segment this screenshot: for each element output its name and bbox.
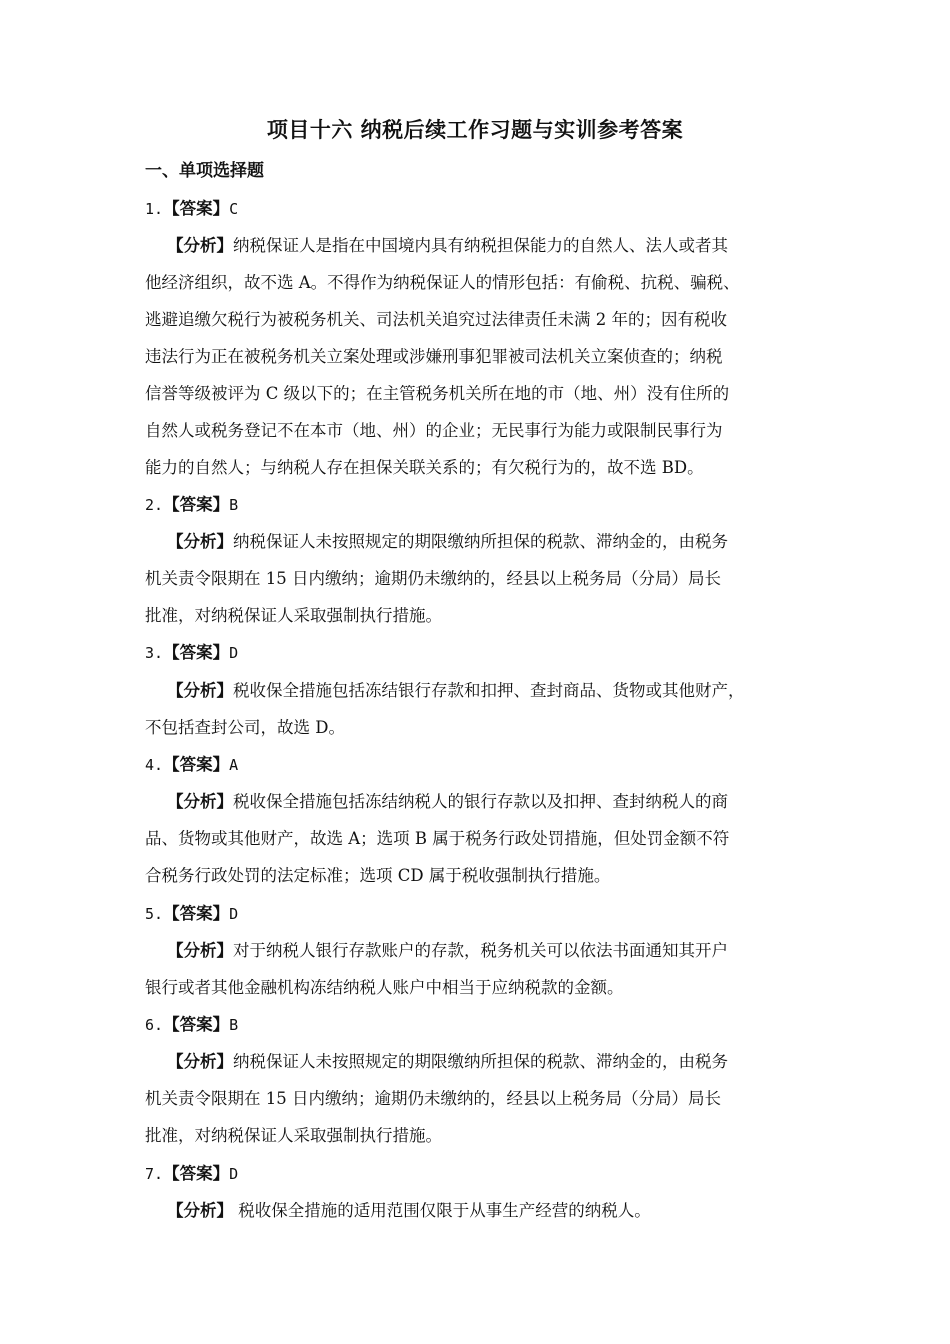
- analysis-line: [167, 1048, 810, 1076]
- analysis-label: 【分析】: [167, 532, 233, 551]
- analysis-line: 机关责令限期在 15 日内缴纳；逾期仍未缴纳的，经县以上税务局（分局）局长: [145, 569, 721, 588]
- analysis-line: [167, 528, 810, 556]
- analysis-line: 能力的自然人；与纳税人存在担保关联关系的；有欠税行为的，故不选 BD。: [145, 458, 704, 477]
- analysis-line: 机关责令限期在 15 日内缴纳；逾期仍未缴纳的，经县以上税务局（分局）局长: [145, 1089, 721, 1108]
- analysis-text: 税收保全措施的适用范围仅限于从事生产经营的纳税人。: [233, 1201, 651, 1220]
- analysis-line: [167, 677, 810, 705]
- question-number: 2.: [145, 496, 164, 514]
- analysis-label: 【分析】: [167, 1201, 233, 1220]
- question-number: 5.: [145, 905, 164, 923]
- answer-value: C: [229, 200, 239, 218]
- analysis-label: 【分析】: [167, 236, 233, 255]
- analysis-line: 违法行为正在被税务机关立案处理或涉嫌刑事犯罪被司法机关立案侦查的；纳税: [145, 347, 723, 366]
- answer-label: 【答案】: [163, 199, 230, 218]
- answer-label: 【答案】: [163, 1164, 230, 1183]
- analysis-label: 【分析】: [167, 941, 233, 960]
- answer-line: [145, 1011, 810, 1039]
- analysis-line: 银行或者其他金融机构冻结纳税人账户中相当于应纳税款的金额。: [145, 978, 624, 997]
- answer-line: [145, 195, 810, 223]
- analysis-line: 批准，对纳税保证人采取强制执行措施。: [145, 1126, 442, 1145]
- analysis-text: 纳税保证人未按照规定的期限缴纳所担保的税款、滞纳金的，由税务: [233, 1052, 728, 1071]
- answer-line: [145, 639, 810, 667]
- answer-label: 【答案】: [163, 643, 230, 662]
- analysis-line: 自然人或税务登记不在本市（地、州）的企业；无民事行为能力或限制民事行为: [145, 421, 723, 440]
- analysis-line: 品、货物或其他财产，故选 A；选项 B 属于税务行政处罚措施，但处罚金额不符: [145, 829, 730, 848]
- analysis-line: [167, 788, 810, 816]
- question-number: 7.: [145, 1165, 164, 1183]
- analysis-line: 合税务行政处罚的法定标准；选项 CD 属于税收强制执行措施。: [145, 866, 611, 885]
- answer-value: B: [229, 1016, 239, 1034]
- analysis-label: 【分析】: [167, 681, 233, 700]
- analysis-label: 【分析】: [167, 1052, 233, 1071]
- answer-value: D: [229, 905, 239, 923]
- analysis-line: 信誉等级被评为 C 级以下的；在主管税务机关所在地的市（地、州）没有住所的: [145, 384, 730, 403]
- analysis-text: 纳税保证人是指在中国境内具有纳税担保能力的自然人、法人或者其: [233, 236, 728, 255]
- answer-label: 【答案】: [163, 904, 230, 923]
- page-title: 项目十六 纳税后续工作习题与实训参考答案: [266, 118, 684, 142]
- answer-value: B: [229, 496, 239, 514]
- analysis-line: 不包括查封公司，故选 D。: [145, 718, 345, 737]
- analysis-label: 【分析】: [167, 792, 233, 811]
- answer-value: A: [229, 756, 239, 774]
- section-heading: 一、单项选择题: [145, 161, 264, 181]
- analysis-text: 税收保全措施包括冻结银行存款和扣押、查封商品、货物或其他财产，: [233, 681, 745, 700]
- answer-line: [145, 900, 810, 928]
- answer-line: [145, 1160, 810, 1188]
- answer-line: [145, 491, 810, 519]
- analysis-line: 逃避追缴欠税行为被税务机关、司法机关追究过法律责任未满 2 年的；因有税收: [145, 310, 727, 329]
- answer-label: 【答案】: [163, 495, 230, 514]
- answer-line: [145, 751, 810, 779]
- answer-value: D: [229, 644, 239, 662]
- answer-value: D: [229, 1165, 239, 1183]
- question-number: 6.: [145, 1016, 164, 1034]
- question-number: 4.: [145, 756, 164, 774]
- analysis-line: [167, 937, 810, 965]
- analysis-text: 税收保全措施包括冻结纳税人的银行存款以及扣押、查封纳税人的商: [233, 792, 728, 811]
- question-number: 3.: [145, 644, 164, 662]
- analysis-text: 纳税保证人未按照规定的期限缴纳所担保的税款、滞纳金的，由税务: [233, 532, 728, 551]
- analysis-text: 对于纳税人银行存款账户的存款，税务机关可以依法书面通知其开户: [233, 941, 728, 960]
- analysis-line: 他经济组织，故不选 A。不得作为纳税保证人的情形包括：有偷税、抗税、骗税、: [145, 273, 740, 292]
- analysis-line: [167, 1197, 810, 1225]
- answer-label: 【答案】: [163, 755, 230, 774]
- analysis-line: 批准，对纳税保证人采取强制执行措施。: [145, 606, 442, 625]
- answer-label: 【答案】: [163, 1015, 230, 1034]
- analysis-line: [167, 232, 810, 260]
- question-number: 1.: [145, 200, 164, 218]
